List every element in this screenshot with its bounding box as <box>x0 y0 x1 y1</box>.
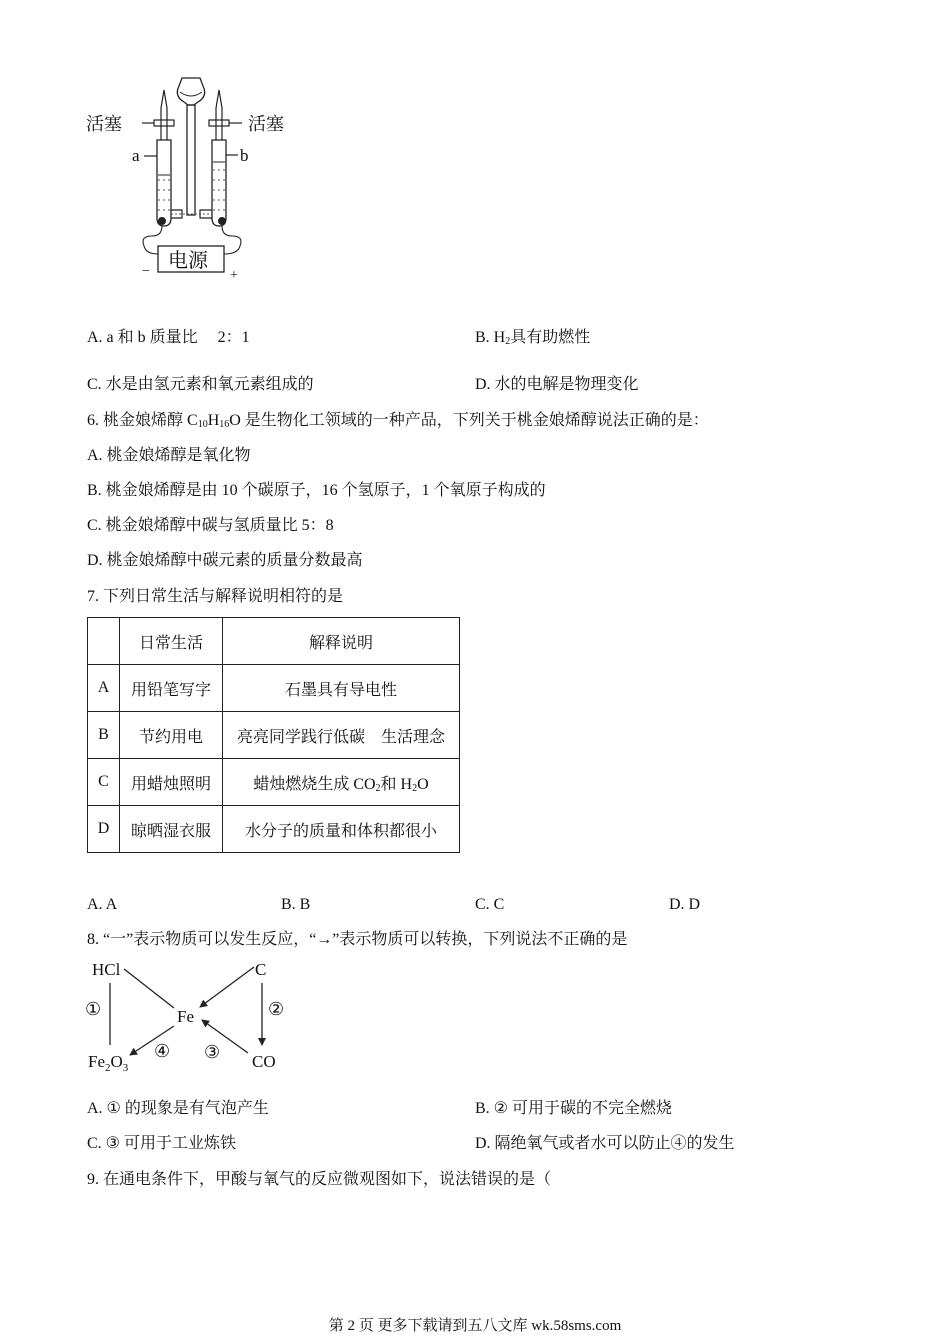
q7-option-b: B. B <box>281 896 311 913</box>
row-life: 用铅笔写字 <box>120 665 223 712</box>
q8-option-d: D. 隔绝氧气或者水可以防止④的发生 <box>475 1135 735 1152</box>
reaction-2-marker: ② <box>268 999 285 1019</box>
table-row <box>88 806 460 853</box>
row-key: C <box>88 759 120 806</box>
row-life: 节约用电 <box>120 712 223 759</box>
q5-option-a: A. a 和 b 质量比 2：1 <box>87 329 250 346</box>
q9-stem: 9. 在通电条件下，甲酸与氧气的反应微观图如下，说法错误的是（ <box>87 1171 552 1188</box>
row-key: B <box>88 712 120 759</box>
q5-option-d: D. 水的电解是物理变化 <box>475 376 639 393</box>
c-label: C <box>255 960 267 979</box>
co-label: CO <box>252 1052 276 1071</box>
q8-option-c: C. ③ 可用于工业炼铁 <box>87 1135 237 1152</box>
q7-table <box>87 617 460 853</box>
q7-option-c: C. C <box>475 896 505 913</box>
q6-option-b: B. 桃金娘烯醇是由 10 个碳原子，16 个氢原子，1 个氧原子构成的 <box>87 482 546 499</box>
row-key: D <box>88 806 120 853</box>
row-life: 晾晒湿衣服 <box>120 806 223 853</box>
negative-terminal: − <box>142 264 150 279</box>
table-header-cell: 解释说明 <box>223 618 460 665</box>
q6-stem: 6. 桃金娘烯醇 $C_{10}H_{16}O$ 是生物化工领域的一种产品，下列关于桃金娘烯醇说法正确的是： <box>87 412 709 430</box>
q8-reaction-diagram <box>82 955 302 1080</box>
q8-option-b: B. ② 可用于碳的不完全燃烧 <box>475 1100 673 1117</box>
reaction-3-marker: ③ <box>204 1042 221 1062</box>
table-row <box>88 665 460 712</box>
table-header-row <box>88 618 460 665</box>
q6-option-d: D. 桃金娘烯醇中碳元素的质量分数最高 <box>87 552 363 569</box>
positive-terminal: + <box>230 268 238 283</box>
q7-option-a: A. A <box>87 896 118 913</box>
table-header-cell: 日常生活 <box>120 618 223 665</box>
table-row <box>88 759 460 806</box>
q8-option-a: A. ① 的现象是有气泡产生 <box>87 1100 269 1117</box>
fe2o3-label: $Fe_2O_3$ <box>88 1052 129 1074</box>
q7-option-d: D. D <box>669 896 701 913</box>
reaction-4-marker: ④ <box>154 1041 171 1061</box>
row-life: 用蜡烛照明 <box>120 759 223 806</box>
q5-option-b: B. $H_2$具有助燃性 <box>475 329 591 347</box>
table-header-cell <box>88 618 120 665</box>
q8-stem: 8. “一”表示物质可以发生反应，“→”表示物质可以转换，下列说法不正确的是 <box>87 931 628 948</box>
reaction-1-marker: ① <box>85 999 102 1019</box>
row-explain: 水分子的质量和体积都很小 <box>223 806 460 853</box>
power-source-label: 电源 <box>168 250 208 272</box>
stopcock-right-label: 活塞 <box>248 114 284 134</box>
q7-stem: 7. 下列日常生活与解释说明相符的是 <box>87 588 344 605</box>
row-key: A <box>88 665 120 712</box>
tube-a-label: a <box>132 146 140 165</box>
row-explain: 石墨具有导电性 <box>223 665 460 712</box>
q6-option-a: A. 桃金娘烯醇是氧化物 <box>87 447 251 464</box>
table-row <box>88 712 460 759</box>
q6-option-c: C. 桃金娘烯醇中碳与氢质量比 5：8 <box>87 517 334 534</box>
stopcock-left-label: 活塞 <box>86 114 122 134</box>
row-explain: 亮亮同学践行低碳 生活理念 <box>223 712 460 759</box>
hcl-label: HCl <box>92 960 121 979</box>
electrolysis-apparatus-figure <box>82 70 312 285</box>
tube-b-label: b <box>240 146 249 165</box>
q5-option-c: C. 水是由氢元素和氧元素组成的 <box>87 376 314 393</box>
fe-label: Fe <box>177 1007 194 1026</box>
row-explain: 蜡烛燃烧生成 $CO_2$和 $H_2O$ <box>223 759 460 806</box>
page-footer: 第 2 页 更多下载请到五八文库 wk.58sms.com <box>328 1318 622 1334</box>
